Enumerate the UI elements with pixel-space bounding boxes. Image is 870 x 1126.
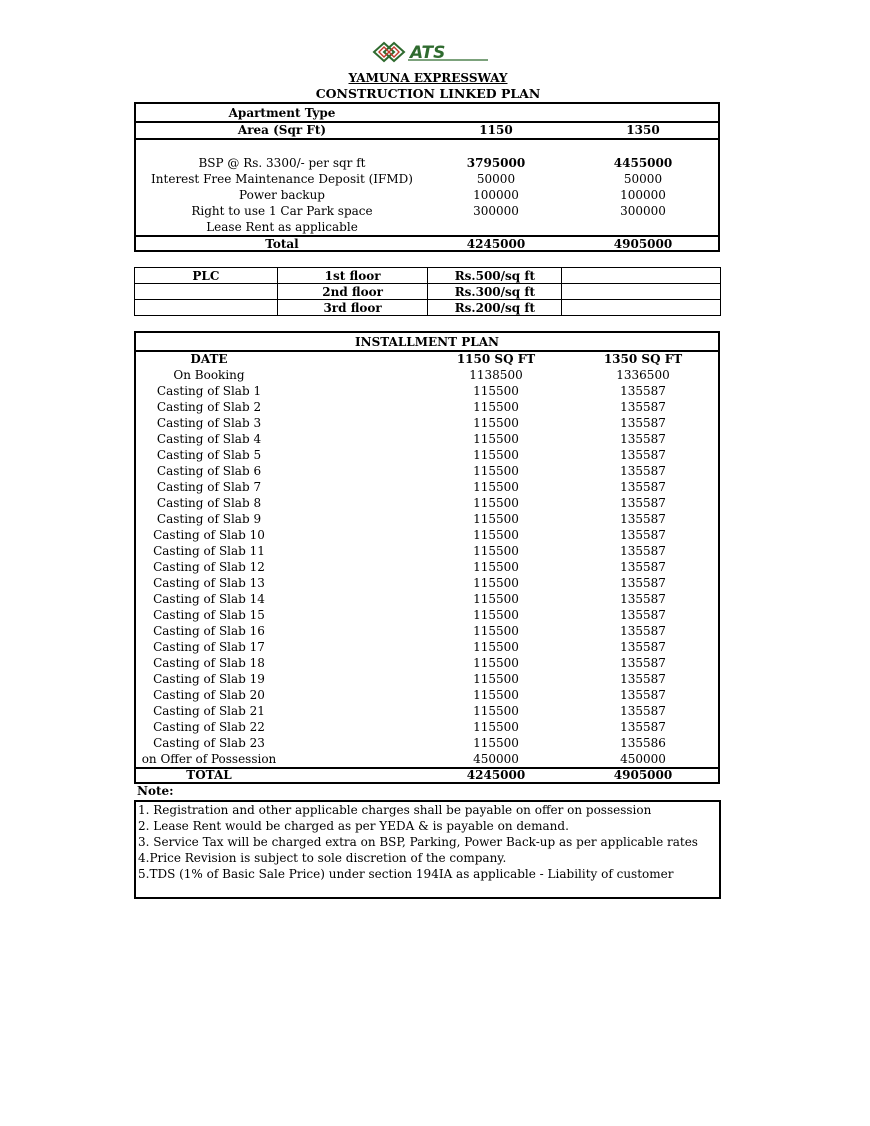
- installment-row-value-1350: 135586: [620, 736, 666, 750]
- price-row-value-1350: 100000: [620, 188, 666, 202]
- installment-row-value-1150: 450000: [473, 752, 519, 766]
- price-row-label: Interest Free Maintenance Deposit (IFMD): [151, 172, 413, 186]
- installment-row-value-1350: 135587: [620, 656, 666, 670]
- installment-row-value-1150: 115500: [473, 576, 519, 590]
- installment-row-value-1350: 1336500: [616, 368, 670, 382]
- installment-row-label: Casting of Slab 5: [156, 448, 262, 462]
- plc-floor: 2nd floor: [277, 284, 428, 300]
- note-item: 4.Price Revision is subject to sole discretion of the company.: [138, 851, 507, 865]
- installment-row-label: Casting of Slab 12: [153, 560, 265, 574]
- size-1150: 1150: [479, 123, 513, 137]
- installment-row-label: Casting of Slab 20: [153, 688, 265, 702]
- plc-rate: Rs.200/sq ft: [428, 300, 562, 316]
- installment-row-value-1150: 115500: [473, 640, 519, 654]
- installment-total-1350: 4905000: [613, 768, 673, 782]
- note-item: 3. Service Tax will be charged extra on BSP, Parking, Power Back-up as per applicable rates: [138, 835, 698, 849]
- plc-empty-cell: [135, 284, 278, 300]
- installment-row-value-1350: 135587: [620, 416, 666, 430]
- col-1150: 1150 SQ FT: [456, 352, 536, 366]
- installment-total-row: [136, 767, 718, 783]
- installment-row: [136, 367, 718, 383]
- price-row: [136, 187, 718, 203]
- installment-row-value-1150: 115500: [473, 464, 519, 478]
- installment-row-value-1350: 135587: [620, 384, 666, 398]
- installment-row-value-1350: 135587: [620, 528, 666, 542]
- plc-row: [135, 300, 721, 316]
- installment-row: [136, 559, 718, 575]
- price-row-label: Power backup: [239, 188, 325, 202]
- installment-row-label: Casting of Slab 19: [153, 672, 265, 686]
- ats-logo-mark: [372, 40, 490, 64]
- installment-total-1150: 4245000: [466, 768, 526, 782]
- price-table: [134, 102, 720, 252]
- installment-row-label: Casting of Slab 1: [156, 384, 262, 398]
- installment-row: [136, 415, 718, 431]
- installment-row: [136, 623, 718, 639]
- installment-row-value-1150: 115500: [473, 416, 519, 430]
- installment-row-label: Casting of Slab 3: [156, 416, 262, 430]
- installment-row-value-1350: 135587: [620, 720, 666, 734]
- installment-row-value-1150: 1138500: [469, 368, 523, 382]
- price-row-value-1150: 300000: [473, 204, 519, 218]
- installment-row-label: Casting of Slab 8: [156, 496, 262, 510]
- installment-row: [136, 591, 718, 607]
- price-row-label: BSP @ Rs. 3300/- per sqr ft: [198, 156, 366, 170]
- price-row-value-1350: 300000: [620, 204, 666, 218]
- size-1350: 1350: [626, 123, 660, 137]
- installment-row-label: Casting of Slab 17: [153, 640, 265, 654]
- price-row-value-1150: 3795000: [466, 156, 526, 170]
- installment-row-value-1150: 115500: [473, 544, 519, 558]
- installment-title: INSTALLMENT PLAN: [355, 335, 499, 349]
- installment-row-value-1350: 135587: [620, 400, 666, 414]
- installment-row-value-1150: 115500: [473, 608, 519, 622]
- installment-row: [136, 735, 718, 751]
- plc-empty-cell: [562, 268, 721, 284]
- installment-row-value-1150: 115500: [473, 672, 519, 686]
- price-row: [136, 171, 718, 187]
- price-row-label: Lease Rent as applicable: [206, 220, 358, 234]
- logo-text: ATS: [410, 43, 446, 63]
- installment-row-label: Casting of Slab 4: [156, 432, 262, 446]
- price-row-value-1350: 50000: [623, 172, 663, 186]
- installment-row-value-1150: 115500: [473, 592, 519, 606]
- installment-row: [136, 607, 718, 623]
- plc-label: PLC: [135, 268, 278, 284]
- note-label: Note:: [137, 784, 174, 798]
- installment-row: [136, 495, 718, 511]
- installment-row-label: Casting of Slab 15: [153, 608, 265, 622]
- price-total-1150: 4245000: [466, 237, 526, 251]
- installment-row-value-1150: 115500: [473, 400, 519, 414]
- installment-row-label: Casting of Slab 23: [153, 736, 265, 750]
- plc-row: [135, 268, 721, 284]
- plc-empty-cell: [562, 300, 721, 316]
- price-row: [136, 203, 718, 219]
- price-row-value-1150: 100000: [473, 188, 519, 202]
- installment-row-value-1350: 135587: [620, 464, 666, 478]
- price-row-label: Right to use 1 Car Park space: [191, 204, 373, 218]
- installment-row-label: Casting of Slab 21: [153, 704, 265, 718]
- installment-row-value-1150: 115500: [473, 736, 519, 750]
- price-row: [136, 219, 718, 235]
- installment-row-value-1350: 135587: [620, 448, 666, 462]
- installment-total-label: TOTAL: [186, 768, 232, 782]
- price-row-value-1350: 4455000: [613, 156, 673, 170]
- apartment-type-label: Apartment Type: [228, 106, 336, 120]
- price-total-label: Total: [265, 237, 299, 251]
- installment-row-value-1150: 115500: [473, 384, 519, 398]
- installment-row: [136, 751, 718, 767]
- installment-row-label: on Offer of Possession: [141, 752, 277, 766]
- installment-row-label: Casting of Slab 16: [153, 624, 265, 638]
- price-total-row: [136, 236, 718, 252]
- installment-row: [136, 431, 718, 447]
- plc-empty-cell: [562, 284, 721, 300]
- price-row-value-1150: 50000: [476, 172, 516, 186]
- note-item: 2. Lease Rent would be charged as per YEDA & is payable on demand.: [138, 819, 569, 833]
- installment-header-row: [136, 351, 718, 367]
- installment-row-value-1150: 115500: [473, 656, 519, 670]
- installment-row: [136, 639, 718, 655]
- note-item: 5.TDS (1% of Basic Sale Price) under section 194IA as applicable - Liability of customer: [138, 867, 674, 881]
- installment-row-value-1350: 135587: [620, 640, 666, 654]
- installment-row-value-1350: 135587: [620, 624, 666, 638]
- plc-rate: Rs.500/sq ft: [428, 268, 562, 284]
- installment-row-value-1150: 115500: [473, 560, 519, 574]
- installment-row-label: Casting of Slab 11: [153, 544, 265, 558]
- installment-row-value-1350: 135587: [620, 544, 666, 558]
- installment-row-label: On Booking: [173, 368, 245, 382]
- installment-row-value-1350: 135587: [620, 432, 666, 446]
- installment-row-label: Casting of Slab 6: [156, 464, 262, 478]
- installment-row-value-1150: 115500: [473, 512, 519, 526]
- installment-row-label: Casting of Slab 13: [153, 576, 265, 590]
- installment-row-value-1350: 135587: [620, 688, 666, 702]
- plc-row: [135, 284, 721, 300]
- installment-row-value-1350: 135587: [620, 512, 666, 526]
- installment-row-value-1350: 135587: [620, 672, 666, 686]
- installment-row: [136, 719, 718, 735]
- plan-title: CONSTRUCTION LINKED PLAN: [315, 86, 541, 101]
- installment-table: [134, 331, 720, 784]
- installment-row: [136, 479, 718, 495]
- notes-box: [134, 800, 721, 899]
- installment-row-value-1150: 115500: [473, 528, 519, 542]
- installment-row-label: Casting of Slab 9: [156, 512, 262, 526]
- installment-row-label: Casting of Slab 22: [153, 720, 265, 734]
- plc-floor: 1st floor: [277, 268, 428, 284]
- installment-row-value-1150: 115500: [473, 704, 519, 718]
- installment-row-value-1150: 115500: [473, 720, 519, 734]
- installment-row: [136, 655, 718, 671]
- installment-row-label: Casting of Slab 7: [156, 480, 262, 494]
- plc-table: [134, 267, 721, 316]
- installment-row: [136, 671, 718, 687]
- installment-row-value-1150: 115500: [473, 432, 519, 446]
- installment-row-value-1350: 135587: [620, 576, 666, 590]
- plc-floor: 3rd floor: [277, 300, 428, 316]
- installment-row: [136, 511, 718, 527]
- installment-row: [136, 703, 718, 719]
- installment-row-label: Casting of Slab 14: [153, 592, 265, 606]
- installment-row-value-1150: 115500: [473, 480, 519, 494]
- installment-row-value-1150: 115500: [473, 448, 519, 462]
- plc-empty-cell: [135, 300, 278, 316]
- col-1350: 1350 SQ FT: [603, 352, 683, 366]
- installment-row: [136, 383, 718, 399]
- installment-row: [136, 543, 718, 559]
- installment-row-value-1350: 450000: [620, 752, 666, 766]
- area-label: Area (Sqr Ft): [237, 123, 327, 137]
- price-total-1350: 4905000: [613, 237, 673, 251]
- installment-row-value-1350: 135587: [620, 592, 666, 606]
- installment-row-value-1350: 135587: [620, 496, 666, 510]
- installment-row: [136, 527, 718, 543]
- installment-row: [136, 399, 718, 415]
- plc-rate: Rs.300/sq ft: [428, 284, 562, 300]
- area-row: [136, 122, 718, 138]
- installment-row-value-1350: 135587: [620, 560, 666, 574]
- apartment-type-row: [136, 105, 718, 121]
- installment-row-value-1350: 135587: [620, 704, 666, 718]
- installment-row: [136, 463, 718, 479]
- installment-row-value-1350: 135587: [620, 608, 666, 622]
- installment-row-label: Casting of Slab 18: [153, 656, 265, 670]
- ats-logo: [372, 40, 490, 64]
- installment-row-value-1150: 115500: [473, 496, 519, 510]
- installment-row-label: Casting of Slab 2: [156, 400, 262, 414]
- price-row: [136, 155, 718, 171]
- installment-row-label: Casting of Slab 10: [153, 528, 265, 542]
- installment-row-value-1150: 115500: [473, 688, 519, 702]
- note-item: 1. Registration and other applicable charges shall be payable on offer on possession: [138, 803, 652, 817]
- installment-row: [136, 687, 718, 703]
- col-date: DATE: [190, 352, 228, 366]
- installment-row-value-1150: 115500: [473, 624, 519, 638]
- project-title: YAMUNA EXPRESSWAY: [348, 71, 508, 85]
- installment-row-value-1350: 135587: [620, 480, 666, 494]
- installment-row: [136, 447, 718, 463]
- installment-row: [136, 575, 718, 591]
